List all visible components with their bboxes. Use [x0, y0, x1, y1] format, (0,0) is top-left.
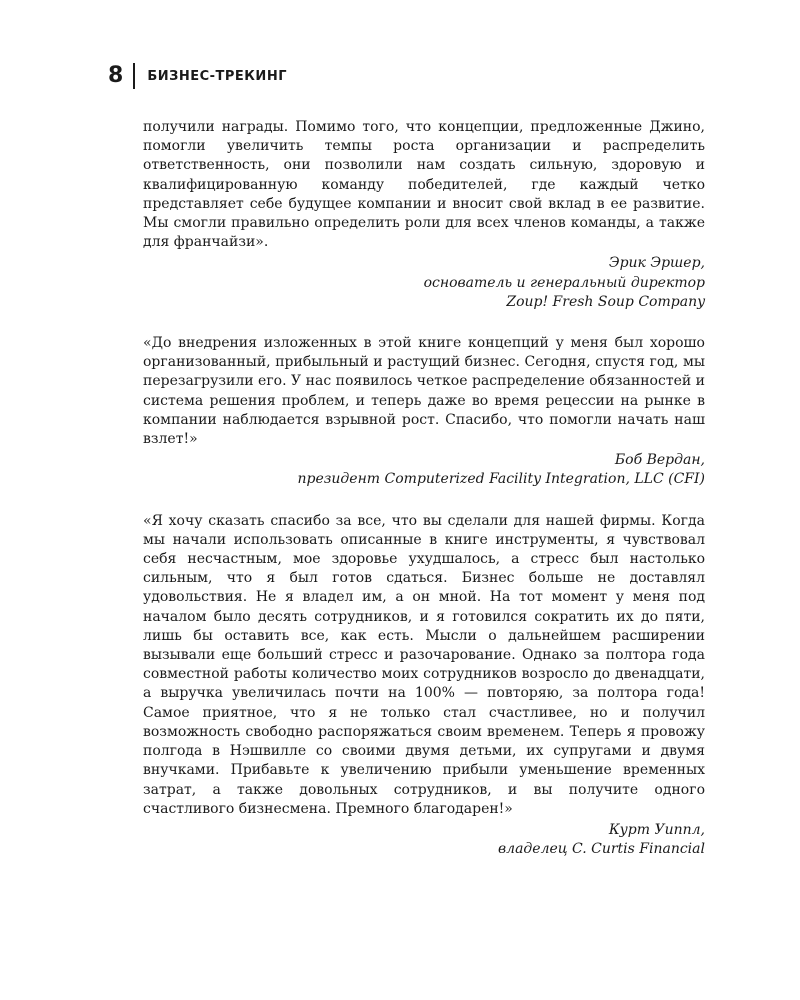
header-divider — [133, 63, 135, 89]
page-content — [143, 118, 705, 859]
page-number: 8 — [108, 63, 124, 88]
testimonial-attribution — [143, 451, 705, 489]
testimonial-attribution — [143, 821, 705, 859]
running-title: БИЗНЕС-ТРЕКИНГ — [147, 68, 287, 84]
testimonial-text: получили награды. Помимо того, что концепции, предложенные Джино, помогли увеличить темпы роста организации и распределить ответственность, они позволили нам создать сильную, здоровую и квалифицированную команду победителей, где каждый четко представляет себе будущее компании и вносит свой вклад в ее развитие. Мы смогли правильно определить роли для всех членов команды, а также для франчайзи». — [143, 119, 705, 251]
attribution-author: Боб Вердан, — [614, 452, 705, 469]
testimonial — [143, 118, 705, 312]
attribution-role: президент Computerized Facility Integration, LLC (CFI) — [297, 471, 705, 488]
testimonial — [143, 512, 705, 860]
testimonial-text: «Я хочу сказать спасибо за все, что вы сделали для нашей фирмы. Когда мы начали использовать описанные в книге инструменты, я чувствовал себя несчастным, мое здоровье ухудшалось, а стресс был настолько сильным, что я был готов сдаться. Бизнес больше не доставлял удовольствия. Не я владел им, а он мной. На тот момент у меня под началом было десять сотрудников, и я готовился сократить их до пяти, лишь бы оставить все, как есть. Мысли о дальнейшем расширении вызывали еще больший стресс и разочарование. Однако за полтора года совместной работы количество моих сотрудников возросло до двенадцати, а выручка увеличилась почти на 100% — повторяю, за полтора года! Самое приятное, что я не только стал счастливее, но и получил возможность свободно распоряжаться своим временем. Теперь я провожу полгода в Нэшвилле со своими двумя детьми, их супругами и двумя внучками. Прибавьте к увеличению прибыли уменьшение временных затрат, а также довольных сотрудников, и вы получите одного счастливого бизнесмена. Премного благодарен!» — [143, 512, 705, 817]
page-header — [108, 62, 287, 90]
testimonial-attribution — [143, 254, 705, 312]
testimonial — [143, 334, 705, 490]
testimonial-text: «До внедрения изложенных в этой книге концепций у меня был хорошо организованный, прибыльный и растущий бизнес. Сегодня, спустя год, мы перезагрузили его. У нас появилось четкое распределение обязанностей и система решения проблем, и теперь даже во время рецессии на рынке в компании наблюдается взрывной рост. Спасибо, что помогли начать наш взлет!» — [143, 335, 705, 448]
attribution-role: основатель и генеральный директор — [423, 274, 705, 291]
attribution-author: Курт Уиппл, — [608, 821, 705, 838]
attribution-author: Эрик Эршер, — [608, 255, 705, 272]
attribution-role: владелец C. Curtis Financial — [498, 841, 705, 858]
attribution-company: Zoup! Fresh Soup Company — [506, 293, 705, 310]
